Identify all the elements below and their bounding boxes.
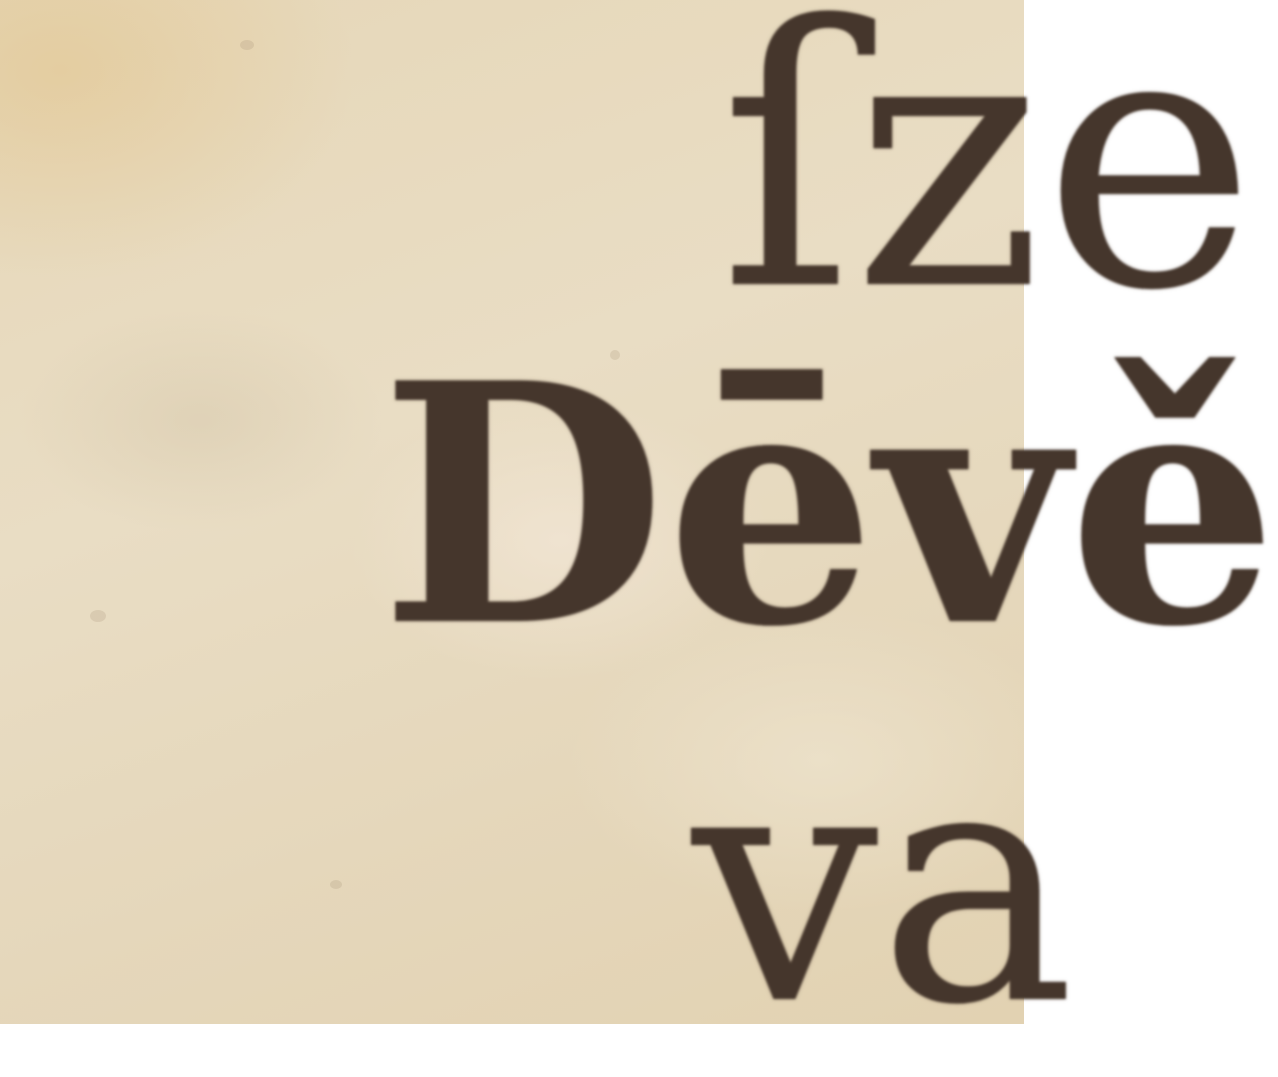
text-line-top: ſze: [720, 0, 1256, 369]
text-line-middle: Dēvě: [380, 311, 1278, 699]
paper-speck: [240, 40, 254, 50]
paper-speck: [90, 610, 106, 622]
text-line-bottom: va: [692, 693, 1076, 1077]
paper-speck: [330, 880, 342, 889]
